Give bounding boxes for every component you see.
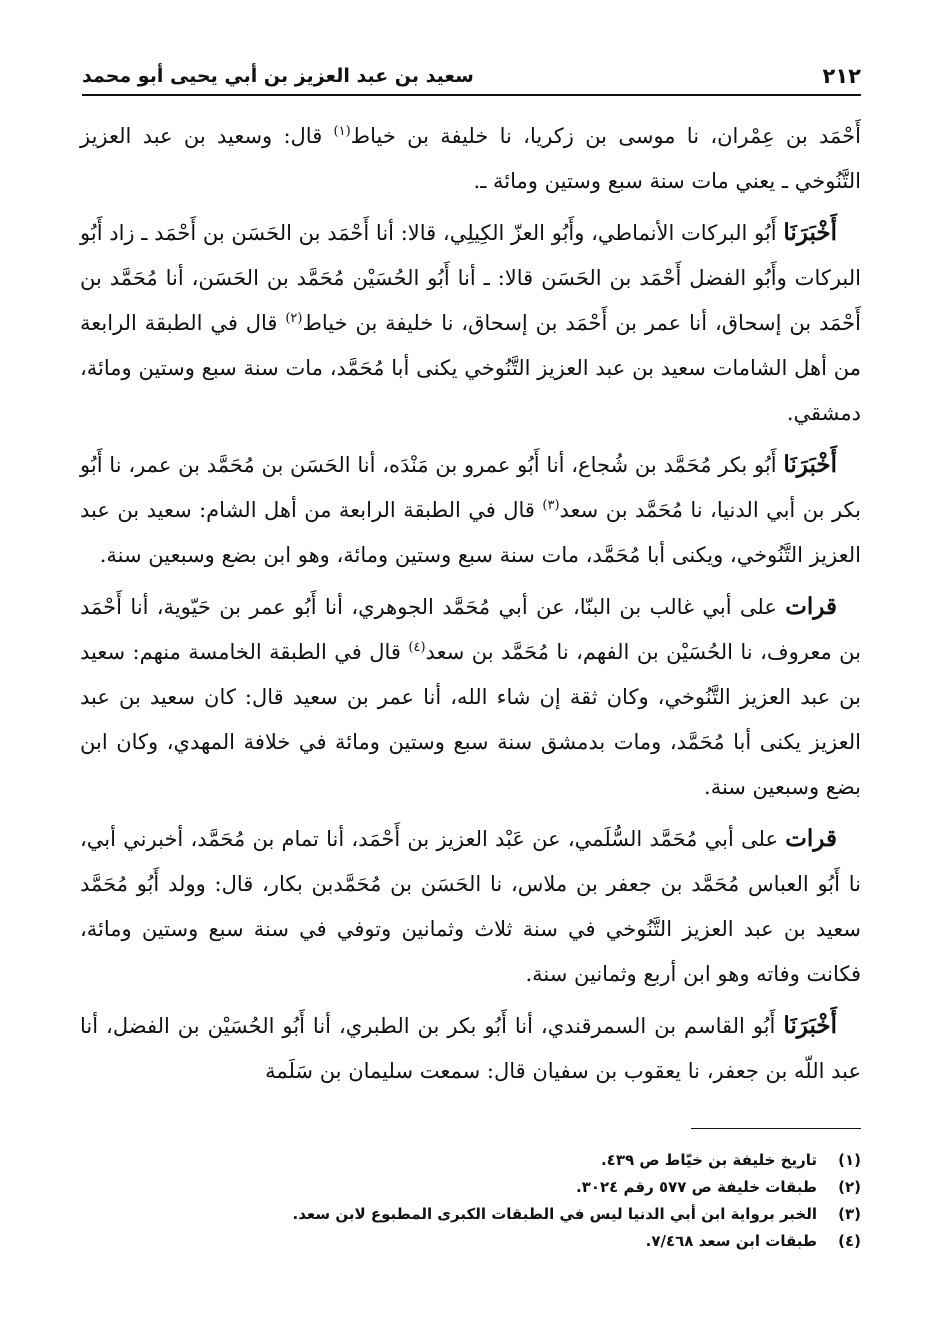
footnote-2-text: طبقات خليفة ص ٥٧٧ رقم ٣٠٢٤.: [575, 1177, 817, 1196]
footnote-2-number: (٢): [838, 1177, 861, 1196]
main-text: [80, 114, 861, 1100]
footnotes: [80, 1146, 861, 1254]
paragraph-4-text: على أبي غالب بن البنّا، عن أبي مُحَمَّد الجوهري، أنا أَبُو عمر بن حَيّوية، أنا أَحْمَد بن معروف، نا الحُسَيْن بن الفهم، نا مُحَمَّد بن سعد: [80, 595, 861, 664]
paragraph-1: [80, 114, 861, 204]
paragraph-3-text: أَبُو بكر مُحَمَّد بن شُجاع، أنا أَبُو عمرو بن مَنْدَه، أنا الحَسَن بن مُحَمَّد بن عمر، نا أَبُو بكر بن أبي الدنيا، نا مُحَمَّد بن سعد: [80, 453, 861, 522]
footnote-1-text: تاريخ خليفة بن خيّاط ص ٤٣٩.: [600, 1150, 817, 1169]
footnote-divider: [691, 1128, 861, 1129]
paragraph-3-cont: قال في الطبقة الرابعة من أهل الشام: سعيد بن عبد العزيز التَّنُوخي، ويكنى أبا مُحَمَّد، مات سنة سبع وستين ومائة، وهو ابن بضع وسبعين سنة.: [80, 498, 861, 567]
paragraph-5-text: على أبي مُحَمَّد السُّلَمي، عن عَبْد العزيز بن أَحْمَد، أنا تمام بن مُحَمَّد، أخبرني أبي، نا أَبُو العباس مُحَمَّد بن جعفر بن ملاس، نا الحَسَن بن مُحَمَّدبن بكار، قال: وولد أَبُو مُحَمَّد سعيد بن عبد العزيز التَّنُوخي في سنة ثلاث وثمانين وتوفي في سنة سبع وستين ومائة، فكانت وفاته وهو ابن أربع وثمانين سنة.: [80, 827, 861, 986]
paragraph-2-text: أَبُو البركات الأنماطي، وأَبُو العزّ الكِيلِي، قالا: أنا أَحْمَد بن الحَسَن بن أَحْمَد ـ زاد أَبُو البركات وأَبُو الفضل أَحْمَد بن الحَسَن قالا: ـ أنا أَبُو الحُسَيْن مُحَمَّد بن الحَسَن، أنا مُحَمَّد بن أَحْمَد بن إسحاق، أنا عمر بن أَحْمَد بن إسحاق، نا خليفة بن خياط: [80, 221, 861, 335]
paragraph-6-text: أَبُو القاسم بن السمرقندي، أنا أَبُو بكر بن الطبري، أنا أَبُو الحُسَيْن بن الفضل، أنا عبد اللّه بن جعفر، نا يعقوب بن سفيان قال: سمعت سليمان بن سَلَمة: [80, 1014, 861, 1083]
paragraph-1-text: أَحْمَد بن عِمْران، نا موسى بن زكريا، نا خليفة بن خياط: [350, 124, 861, 148]
paragraph-6-lead: أَخْبَرَنَا: [783, 1012, 837, 1039]
paragraph-3-lead: أَخْبَرَنَا: [783, 451, 837, 478]
footnote-1-number: (١): [838, 1150, 861, 1169]
paragraph-4-lead: قرات: [785, 593, 837, 620]
running-header: [82, 58, 861, 96]
paragraph-2-cont: قال في الطبقة الرابعة من أهل الشامات سعيد بن عبد العزيز التَّنُوخي يكنى أبا مُحَمَّد، مات سنة سبع وستين ومائة، دمشقي.: [80, 311, 861, 425]
paragraph-4: [80, 584, 861, 810]
footnote-ref-1: (١): [333, 124, 351, 139]
paragraph-2: [80, 210, 861, 436]
footnote-2: [80, 1173, 861, 1200]
paragraph-5-lead: قرات: [785, 825, 837, 852]
footnote-3: [80, 1200, 861, 1227]
footnote-3-number: (٣): [838, 1204, 861, 1223]
paragraph-6: [80, 1003, 861, 1094]
paragraph-4-cont: قال في الطبقة الخامسة منهم: سعيد بن عبد العزيز التَّنُوخي، وكان ثقة إن شاء الله، أنا عمر بن سعيد قال: كان سعيد بن عبد العزيز يكنى أبا مُحَمَّد، ومات بدمشق سنة سبع وستين ومائة في خلافة المهدي، وكان ابن بضع وسبعين سنة.: [80, 640, 861, 799]
paragraph-3: [80, 442, 861, 578]
footnote-3-text: الخبر برواية ابن أبي الدنيا ليس في الطبقات الكبرى المطبوع لابن سعد.: [292, 1204, 817, 1223]
footnote-ref-4: (٤): [408, 640, 426, 655]
page-number: ٢١٢: [822, 64, 861, 88]
footnote-4-number: (٤): [838, 1231, 861, 1250]
footnote-ref-3: (٣): [542, 498, 560, 513]
footnote-1: [80, 1146, 861, 1173]
paragraph-1-cont: قال: وسعيد بن عبد العزيز التَّنُوخي ـ يعني مات سنة سبع وستين ومائة ـ.: [80, 124, 861, 193]
paragraph-5: [80, 816, 861, 997]
footnote-4: [80, 1227, 861, 1254]
footnote-ref-2: (٢): [285, 311, 303, 326]
footnote-4-text: طبقات ابن سعد ٧/٤٦٨.: [645, 1231, 817, 1250]
running-title: سعيد بن عبد العزيز بن أبي يحيى أبو محمد: [82, 65, 474, 87]
paragraph-2-lead: أَخْبَرَنَا: [783, 219, 837, 246]
